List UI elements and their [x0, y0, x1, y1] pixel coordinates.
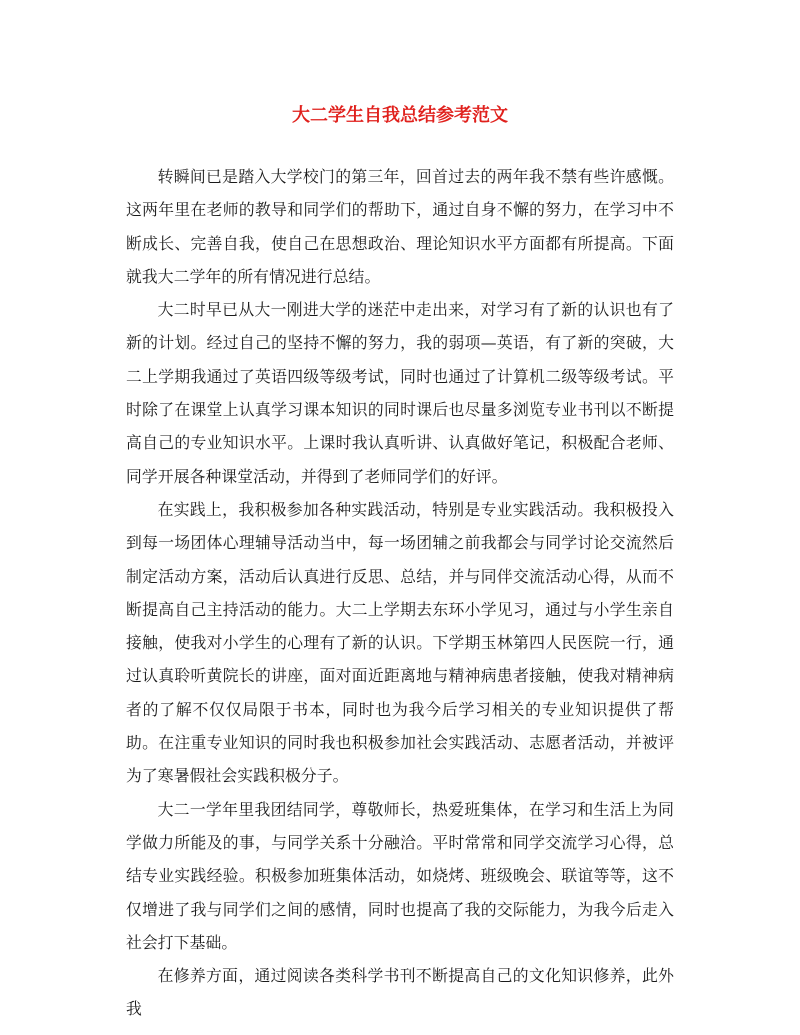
paragraph-study: 大二时早已从大一刚进大学的迷茫中走出来，对学习有了新的认识也有了新的计划。经过自己的坚持不懈的努力，我的弱项—英语，有了新的突破，大二上学期我通过了英语四级等级考试，同时也通过了计算机二级等级考试。平时除了在课堂上认真学习课本知识的同时课后也尽量多浏览专业书刊以不断提高自己的专业知识水平。上课时我认真听讲、认真做好笔记，积极配合老师、同学开展各种课堂活动，并得到了老师同学们的好评。	[126, 300, 674, 486]
document-title: 大二学生自我总结参考范文	[292, 105, 508, 126]
paragraph-cultivation: 在修养方面，通过阅读各类科学书刊不断提高自己的文化知识修养，此外我	[126, 966, 674, 1019]
paragraph-practice: 在实践上，我积极参加各种实践活动，特别是专业实践活动。我积极投入到每一场团体心理辅导活动当中，每一场团辅之前我都会与同学讨论交流然后制定活动方案，活动后认真进行反思、总结，并与同伴交流活动心得，从而不断提高自己主持活动的能力。大二上学期去东环小学见习，通过与小学生亲自接触，使我对小学生的心理有了新的认识。下学期玉林第四人民医院一行，通过认真聆听黄院长的讲座，面对面近距离地与精神病患者接触，使我对精神病者的了解不仅仅局限于书本，同时也为我今后学习相关的专业知识提供了帮助。在注重专业知识的同时我也积极参加社会实践活动、志愿者活动，并被评为了寒暑假社会实践积极分子。	[126, 499, 674, 786]
paragraph-intro: 转瞬间已是踏入大学校门的第三年，回首过去的两年我不禁有些许感慨。这两年里在老师的教导和同学们的帮助下，通过自身不懈的努力，在学习中不断成长、完善自我，使自己在思想政治、理论知识水平方面都有所提高。下面就我大二学年的所有情况进行总结。	[126, 167, 674, 286]
paragraph-relationships: 大二一学年里我团结同学，尊敬师长，热爱班集体，在学习和生活上为同学做力所能及的事，与同学关系十分融洽。平时常常和同学交流学习心得，总结专业实践经验。积极参加班集体活动，如烧烤、班级晚会、联谊等等，这不仅增进了我与同学们之间的感情，同时也提高了我的交际能力，为我今后走入社会打下基础。	[126, 799, 674, 952]
document-body	[126, 160, 674, 1026]
